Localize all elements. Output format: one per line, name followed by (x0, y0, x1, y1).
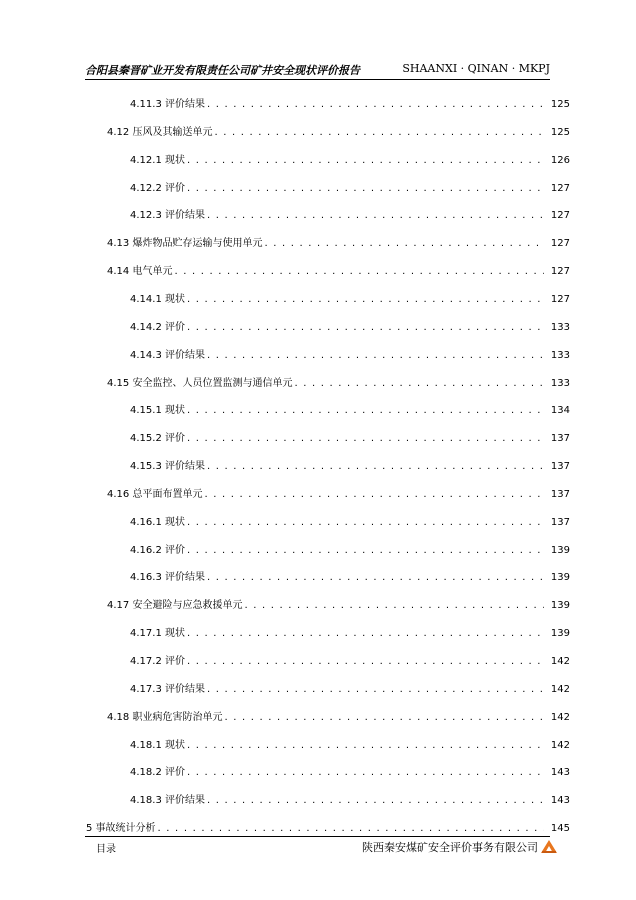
toc-entry-title: 4.12.1 现状 (130, 154, 185, 166)
toc-leader-dots (207, 348, 544, 364)
toc-leader-dots (187, 181, 544, 197)
toc-entry-title: 4.12.2 评价 (130, 182, 185, 194)
toc-entry[interactable] (107, 264, 570, 280)
toc-entry-title: 4.15 安全监控、人员位置监测与通信单元 (107, 377, 293, 389)
toc-leader-dots (158, 821, 544, 837)
toc-entry-title: 4.12 压风及其输送单元 (107, 126, 213, 138)
toc-entry-page: 133 (550, 377, 570, 389)
toc-entry-page: 142 (550, 739, 570, 751)
toc-entry-page: 139 (550, 572, 570, 584)
toc-entry-page: 139 (550, 544, 570, 556)
toc-leader-dots (187, 292, 544, 308)
toc-entry[interactable] (107, 125, 570, 141)
toc-entry[interactable] (130, 348, 570, 364)
toc-leader-dots (187, 431, 544, 447)
toc-entry-title: 4.15.3 评价结果 (130, 461, 205, 473)
toc-entry-title: 4.14.1 现状 (130, 293, 185, 305)
report-title: 合阳县秦晋矿业开发有限责任公司矿井安全现状评价报告 (85, 64, 360, 77)
toc-entry-title: 4.17.2 评价 (130, 656, 185, 667)
toc-entry-title: 4.16 总平面布置单元 (107, 488, 203, 500)
toc-entry-title: 4.14 电气单元 (107, 266, 173, 278)
toc-entry-title: 4.16.1 现状 (130, 516, 185, 528)
toc-leader-dots (207, 793, 544, 809)
toc-entry-page: 127 (550, 266, 570, 278)
toc-entry-page: 137 (550, 433, 570, 445)
toc-entry[interactable] (107, 376, 570, 392)
toc-entry-page: 145 (550, 823, 570, 835)
toc-entry[interactable] (130, 292, 570, 308)
toc-entry-title: 4.18.1 现状 (130, 739, 185, 751)
toc-entry-page: 127 (550, 238, 570, 250)
toc-entry-title: 4.15.2 评价 (130, 433, 185, 445)
toc-entry[interactable] (86, 821, 570, 837)
toc-entry[interactable] (130, 682, 570, 698)
toc-entry-title: 5 事故统计分析 (86, 823, 156, 835)
toc-leader-dots (264, 236, 544, 252)
toc-leader-dots (174, 264, 544, 280)
toc-entry[interactable] (107, 487, 570, 503)
toc-entry-title: 4.18.2 评价 (130, 767, 185, 779)
toc-entry-title: 4.18 职业病危害防治单元 (107, 711, 223, 723)
page-header (85, 62, 550, 80)
toc-entry[interactable] (130, 459, 570, 475)
toc-leader-dots (187, 654, 544, 670)
toc-entry[interactable] (130, 515, 570, 531)
toc-leader-dots (187, 320, 544, 336)
toc-leader-dots (294, 376, 544, 392)
toc-entry[interactable] (130, 320, 570, 336)
toc-entry-page: 125 (550, 126, 570, 138)
toc-entry-title: 4.17.3 评价结果 (130, 683, 205, 695)
toc-entry-page: 137 (550, 461, 570, 473)
toc-leader-dots (187, 765, 544, 781)
toc-entry-page: 143 (550, 795, 570, 807)
toc-entry-page: 139 (550, 628, 570, 640)
toc-leader-dots (207, 97, 544, 113)
footer-divider (85, 836, 550, 837)
toc-entry-page: 127 (550, 293, 570, 305)
toc-entry[interactable] (130, 403, 570, 419)
toc-entry-title: 4.11.3 评价结果 (130, 99, 205, 110)
toc-leader-dots (207, 208, 544, 224)
toc-entry-title: 4.15.1 现状 (130, 405, 185, 417)
footer-company-name: 陕西秦安煤矿安全评价事务有限公司 (362, 841, 538, 854)
toc-entry-page: 126 (550, 154, 570, 166)
toc-entry[interactable] (107, 236, 570, 252)
toc-leader-dots (187, 543, 544, 559)
toc-entry[interactable] (130, 626, 570, 642)
toc-leader-dots (187, 738, 544, 754)
company-logo-icon (540, 838, 558, 854)
toc-entry-page: 142 (550, 711, 570, 723)
toc-entry-page: 137 (550, 516, 570, 528)
toc-entry[interactable] (130, 97, 570, 113)
toc-entry-page: 137 (550, 488, 570, 500)
toc-entry-title: 4.17 安全避险与应急救援单元 (107, 600, 243, 612)
toc-entry-page: 133 (550, 321, 570, 333)
toc-entry-title: 4.14.3 评价结果 (130, 349, 205, 361)
toc-entry[interactable] (130, 208, 570, 224)
toc-leader-dots (224, 710, 544, 726)
toc-entry-title: 4.16.2 评价 (130, 544, 185, 556)
toc-entry-page: 127 (550, 210, 570, 222)
toc-leader-dots (187, 515, 544, 531)
toc-entry-title: 4.14.2 评价 (130, 321, 185, 333)
toc-leader-dots (187, 626, 544, 642)
toc-entry[interactable] (130, 153, 570, 169)
toc-entry-page: 142 (550, 656, 570, 667)
toc-entry-title: 4.18.3 评价结果 (130, 795, 205, 807)
toc-entry[interactable] (130, 765, 570, 781)
toc-entry-page: 127 (550, 182, 570, 194)
toc-entry-page: 134 (550, 405, 570, 417)
toc-entry[interactable] (130, 793, 570, 809)
toc-entry-page: 133 (550, 349, 570, 361)
toc-entry-title: 4.16.3 评价结果 (130, 572, 205, 584)
toc-entry[interactable] (107, 710, 570, 726)
header-divider (85, 79, 550, 80)
toc-entry[interactable] (130, 431, 570, 447)
toc-leader-dots (204, 487, 544, 503)
toc-leader-dots (207, 459, 544, 475)
toc-entry[interactable] (130, 738, 570, 754)
toc-entry-page: 139 (550, 600, 570, 612)
toc-leader-dots (187, 403, 544, 419)
toc-entry[interactable] (130, 654, 570, 670)
toc-entry[interactable] (107, 598, 570, 614)
toc-leader-dots (187, 153, 544, 169)
toc-leader-dots (244, 598, 544, 614)
toc-entry[interactable] (130, 570, 570, 586)
toc-entry-title: 4.13 爆炸物品贮存运输与使用单元 (107, 238, 263, 250)
toc-leader-dots (207, 570, 544, 586)
toc-entry-page: 142 (550, 683, 570, 695)
toc-entry[interactable] (130, 543, 570, 559)
toc-leader-dots (214, 125, 544, 141)
toc-entry[interactable] (130, 181, 570, 197)
footer-section-label: 目录 (96, 844, 116, 855)
report-code: SHAANXI · QINAN · MKPJ (402, 62, 550, 75)
toc-leader-dots (207, 682, 544, 698)
toc-entry-title: 4.17.1 现状 (130, 628, 185, 640)
toc-entry-page: 125 (550, 99, 570, 110)
toc-entry-page: 143 (550, 767, 570, 779)
toc-entry-title: 4.12.3 评价结果 (130, 210, 205, 222)
